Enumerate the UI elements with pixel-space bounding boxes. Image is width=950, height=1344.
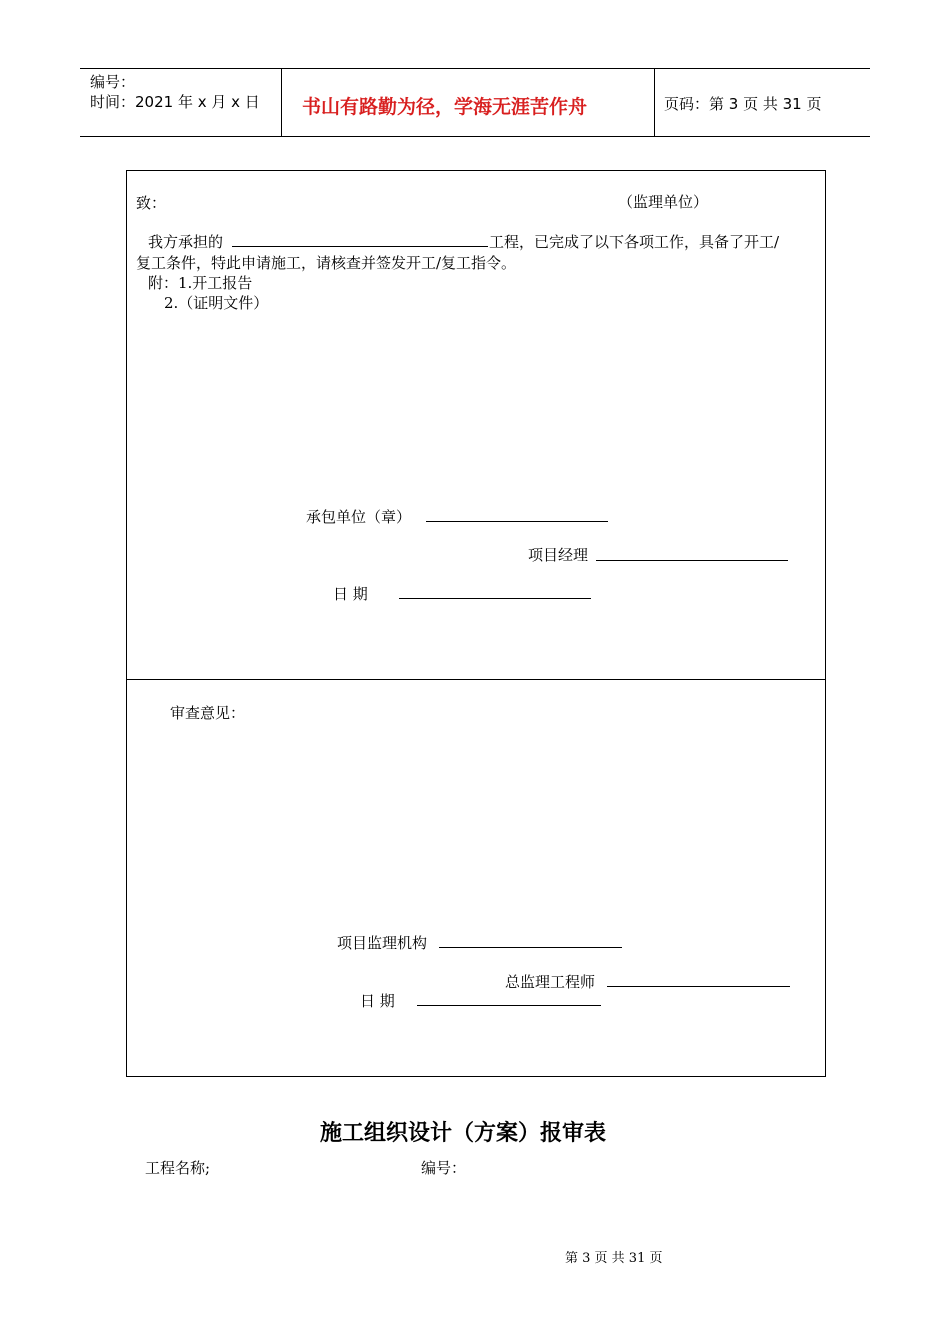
supervision-org-blank [439, 947, 622, 948]
review-date-blank [417, 1005, 601, 1006]
contractor-blank [426, 521, 608, 522]
chief-engineer-blank [607, 986, 790, 987]
header-page-label: 页码：第 3 页 共 31 页 [664, 95, 822, 113]
project-manager-label: 项目经理 [528, 546, 589, 564]
chief-engineer-label: 总监理工程师 [505, 973, 596, 991]
header-motto: 书山有路勤为径，学海无涯苦作舟 [302, 96, 588, 118]
project-manager-blank [596, 560, 788, 561]
review-section [126, 679, 826, 1077]
project-name-label: 工程名称; [145, 1159, 211, 1177]
section-number-label: 编号： [421, 1159, 467, 1177]
supervisor-unit-label: （监理单位） [618, 193, 709, 211]
section-title: 施工组织设计（方案）报审表 [320, 1120, 607, 1146]
date-blank [399, 598, 591, 599]
paragraph-line-2: 复工条件，特此申请施工，请核查并签发开工/复工指令。 [136, 254, 517, 272]
review-opinion-label: 审查意见： [170, 704, 246, 722]
review-date-label: 日 期 [360, 992, 395, 1010]
supervision-org-label: 项目监理机构 [337, 934, 428, 952]
to-label: 致： [136, 194, 167, 212]
paragraph-suffix: 工程，已完成了以下各项工作，具备了开工/ [489, 233, 780, 251]
contractor-label: 承包单位（章） [306, 508, 412, 526]
header-time-label: 时间：2021 年 x 月 x 日 [90, 93, 260, 111]
attachment-2: 2.（证明文件） [164, 294, 269, 312]
header-motto-cell [281, 69, 655, 136]
paragraph-prefix: 我方承担的 [148, 233, 224, 251]
page-header [80, 68, 870, 137]
date-label: 日 期 [333, 585, 368, 603]
header-number-label: 编号： [90, 73, 136, 91]
header-right-cell [655, 69, 870, 136]
attachment-1: 附：1.开工报告 [148, 274, 253, 292]
project-name-blank [232, 246, 488, 247]
footer-page-number: 第 3 页 共 31 页 [565, 1251, 663, 1266]
header-left-cell [80, 69, 280, 136]
